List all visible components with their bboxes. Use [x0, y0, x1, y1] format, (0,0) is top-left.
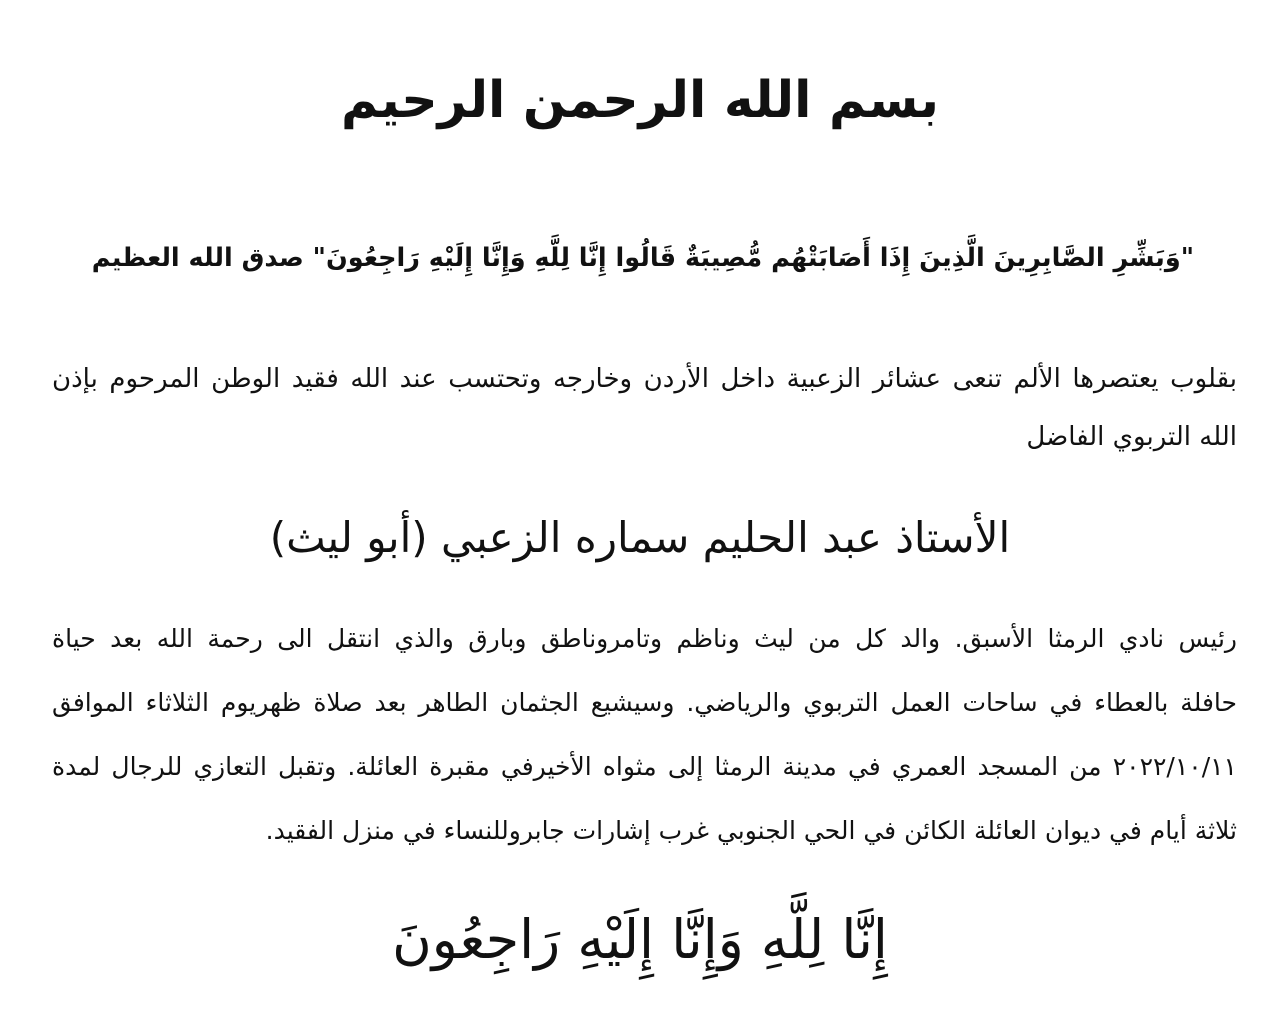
quran-verse: "وَبَشِّرِ الصَّابِرِينَ الَّذِينَ إِذَا أَصَابَتْهُم مُّصِيبَةٌ قَالُوا إِنَّا لِلَّهِ وَإِنَّا إِلَيْهِ رَاجِعُونَ" صدق الله العظيم: [92, 243, 1194, 273]
basmala-heading: بسم الله الرحمن الرحيم: [341, 70, 939, 129]
intro-line: بقلوب يعتصرها الألم تنعى عشائر الزعبية داخل الأردن وخارجه وتحتسب عند الله فقيد الوطن المرحوم بإذن: [52, 364, 1237, 394]
details-line: ٢٠٢٢/١٠/١١ من المسجد العمري في مدينة الرمثا إلى مثواه الأخيرفي مقبرة العائلة. وتقبل التعازي للرجال لمدة: [52, 752, 1237, 781]
details-line: حافلة بالعطاء في ساحات العمل التربوي والرياضي. وسيشيع الجثمان الطاهر بعد صلاة ظهريوم الثلاثاء الموافق: [52, 688, 1237, 717]
details-line: ثلاثة أيام في ديوان العائلة الكائن في الحي الجنوبي غرب إشارات جابروللنساء في منزل الفقيد.: [265, 816, 1237, 845]
deceased-name: الأستاذ عبد الحليم سماره الزعبي (أبو ليث): [269, 513, 1011, 562]
closing-verse: إِنَّا لِلَّهِ وَإِنَّا إِلَيْهِ رَاجِعُونَ: [392, 908, 888, 971]
intro-line: الله التربوي الفاضل: [1026, 422, 1237, 452]
details-line: رئيس نادي الرمثا الأسبق. والد كل من ليث وناظم وتامروناطق وبارق والذي انتقل الى رحمة الله بعد حياة: [52, 624, 1237, 653]
